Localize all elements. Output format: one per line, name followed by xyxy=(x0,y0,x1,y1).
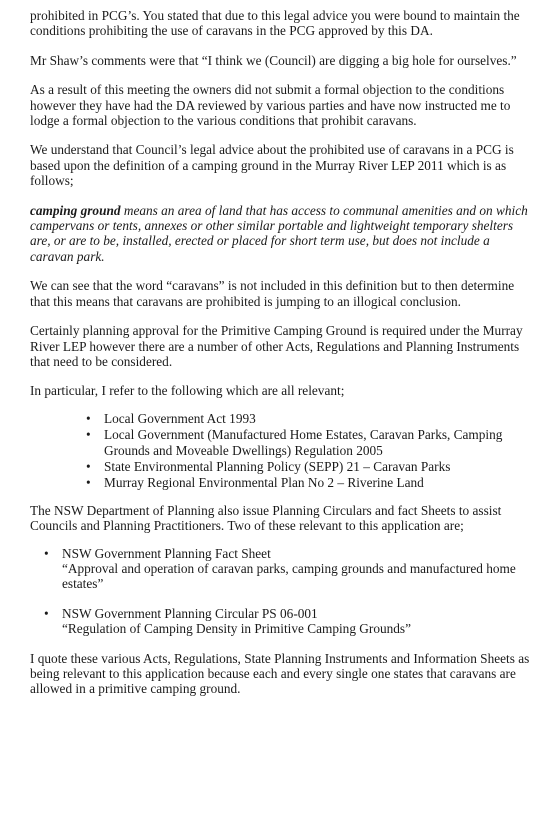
paragraph-refer: In particular, I refer to the following which are all relevant; xyxy=(30,383,345,399)
paragraph-meeting-result: As a result of this meeting the owners did not submit a formal objection to the conditions however they have had the DA reviewed by various parties and have now instructed me to lodge a formal objection to the various conditions that prohibit caravans. xyxy=(30,82,511,129)
paragraph-planning-approval: Certainly planning approval for the Primitive Camping Ground is required under the Murray River LEP however there are a number of other Acts, Regulations and Planning Instruments that need to be considered. xyxy=(30,323,523,369)
definition-term: camping ground xyxy=(30,202,121,218)
definition-block xyxy=(30,203,530,265)
document-subtitle: “Regulation of Camping Density in Primitive Camping Grounds” xyxy=(62,621,412,637)
list-item: • State Environmental Planning Policy (SEPP) 21 – Caravan Parks xyxy=(86,459,530,474)
list-item: • Local Government Act 1993 xyxy=(86,411,530,426)
list-item: • Murray Regional Environmental Plan No 2 – Riverine Land xyxy=(86,475,530,490)
paragraph-legal-advice: prohibited in PCG’s. You stated that due to this legal advice you were bound to maintain the conditions prohibiting the use of caravans in the PCG approved by this DA. xyxy=(30,8,520,39)
paragraph-legal-basis: We understand that Council’s legal advice about the prohibited use of caravans in a PCG is based upon the definition of a camping ground in the Murray River LEP 2011 which is as follows; xyxy=(30,142,514,189)
acts-list xyxy=(30,411,530,491)
definition-text: means an area of land that has access to communal amenities and on which campervans or tents, annexes or other similar portable and lightweight temporary shelters are, or are to be, installed, erected or placed for short term use, but does not include a caravan park. xyxy=(30,202,528,264)
list-item xyxy=(44,606,530,637)
list-item xyxy=(44,546,530,592)
document-title: • NSW Government Planning Circular PS 06-001 xyxy=(62,605,318,621)
paragraph-shaw-comment: Mr Shaw’s comments were that “I think we (Council) are digging a big hole for ourselves.” xyxy=(30,52,517,68)
paragraph-caravans-word: We can see that the word “caravans” is not included in this definition but to then determine that this means that caravans are prohibited is jumping to an illogical conclusion. xyxy=(30,278,515,309)
document-subtitle: “Approval and operation of caravan parks, camping grounds and manufactured home estates” xyxy=(62,560,516,592)
paragraph-circulars: The NSW Department of Planning also issue Planning Circulars and fact Sheets to assist Councils and Planning Practitioners. Two of these relevant to this application are; xyxy=(30,502,502,534)
list-item: • Local Government (Manufactured Home Estates, Caravan Parks, Camping Grounds and Moveable Dwellings) Regulation 2005 xyxy=(86,427,530,458)
document-title: • NSW Government Planning Fact Sheet xyxy=(62,545,271,561)
paragraph-conclusion: I quote these various Acts, Regulations, State Planning Instruments and Information Sheets as being relevant to this application because each and every single one states that caravans are allowed in a primitive camping ground. xyxy=(30,650,530,697)
documents-list xyxy=(30,546,530,637)
